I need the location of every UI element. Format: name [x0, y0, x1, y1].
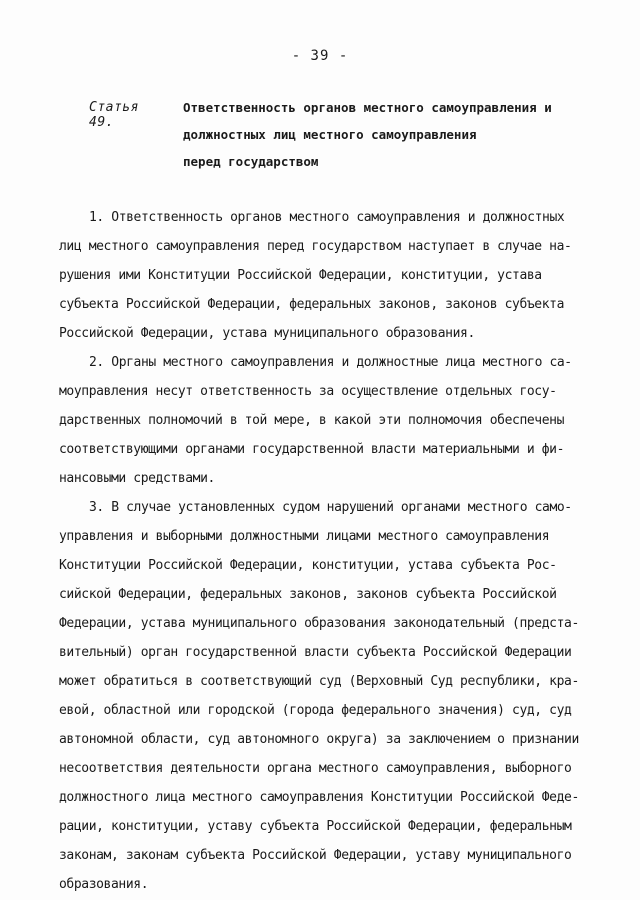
body-line: Федерации, устава муниципального образования законодательный (предста-	[59, 616, 579, 631]
body-line: 1. Ответственность органов местного самоуправления и должностных	[89, 210, 565, 225]
article-title-line-1: Ответственность органов местного самоуправления и	[183, 100, 552, 115]
body-line: нансовыми средствами.	[59, 471, 215, 486]
body-line: 2. Органы местного самоуправления и должностные лица местного са-	[89, 355, 572, 370]
body-line: законам, законам субъекта Российской Федерации, уставу муниципального	[59, 848, 572, 863]
article-body	[59, 203, 592, 899]
body-line: рации, конституции, уставу субъекта Российской Федерации, федеральным	[59, 819, 572, 834]
body-line: должностного лица местного самоуправления Конституции Российской Феде-	[59, 790, 579, 805]
body-line: несоответствия деятельности органа местного самоуправления, выборного	[59, 761, 572, 776]
body-line: евой, областной или городской (города федерального значения) суд, суд	[59, 703, 572, 718]
body-line: соответствующими органами государственной власти материальными и фи-	[59, 442, 565, 457]
body-line: субъекта Российской Федерации, федеральных законов, законов субъекта	[59, 297, 565, 312]
body-line: образования.	[59, 877, 149, 892]
article-label: Статья 49.	[89, 100, 139, 130]
body-line: сийской Федерации, федеральных законов, законов субъекта Российской	[59, 587, 557, 602]
body-line: моуправления несут ответственность за осуществление отдельных госу-	[59, 384, 557, 399]
body-line: дарственных полномочий в той мере, в какой эти полномочия обеспечены	[59, 413, 565, 428]
article-title-line-3: перед государством	[183, 154, 319, 169]
body-line: 3. В случае установленных судом нарушений органами местного само-	[89, 500, 572, 515]
page-number: - 39 -	[291, 48, 349, 64]
body-line: Конституции Российской Федерации, конституции, устава субъекта Рос-	[59, 558, 557, 573]
body-line: управления и выборными должностными лицами местного самоуправления	[59, 529, 550, 544]
article-title-line-2: должностных лиц местного самоуправления	[183, 127, 477, 142]
body-line: вительный) орган государственной власти субъекта Российской Федерации	[59, 645, 572, 660]
body-line: лиц местного самоуправления перед государством наступает в случае на-	[59, 239, 572, 254]
body-line: может обратиться в соответствующий суд (Верховный Суд республики, кра-	[59, 674, 579, 689]
body-line: автономной области, суд автономного округа) за заключением о признании	[59, 732, 579, 747]
body-line: рушения ими Конституции Российской Федерации, конституции, устава	[59, 268, 542, 283]
body-line: Российской Федерации, устава муниципального образования.	[59, 326, 475, 341]
